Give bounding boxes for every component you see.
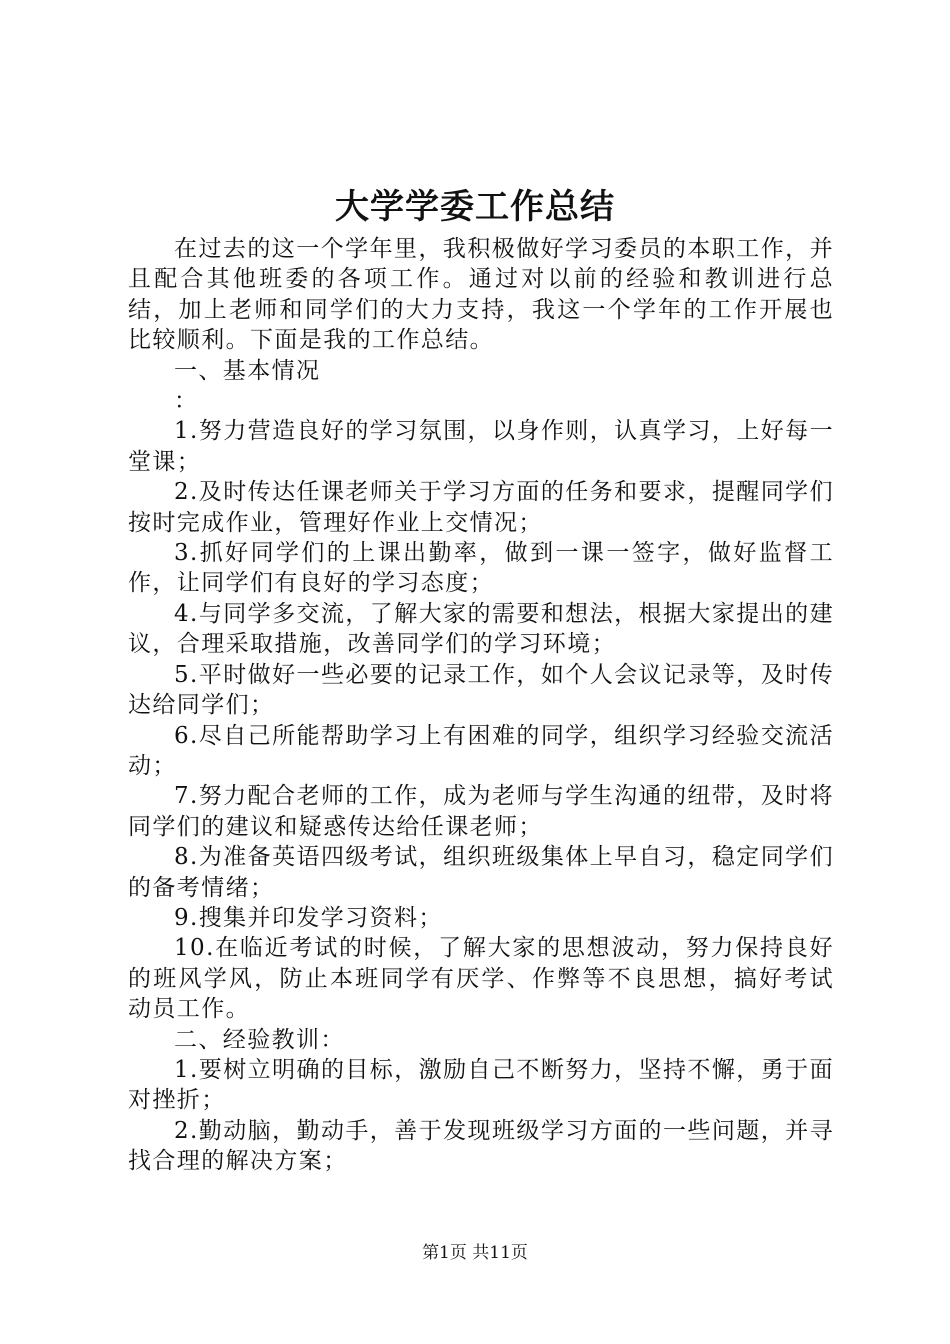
list-item: 2.及时传达任课老师关于学习方面的任务和要求，提醒同学们按时完成作业，管理好作业上交情况；: [128, 479, 834, 536]
list-item: 10.在临近考试的时候，了解大家的思想波动，努力保持良好的班风学风，防止本班同学有厌学、作弊等不良思想，搞好考试动员工作。: [128, 935, 834, 1023]
list-item: 7.努力配合老师的工作，成为老师与学生沟通的纽带，及时将同学们的建议和疑惑传达给任课老师；: [128, 783, 834, 840]
list-item: 6.尽自己所能帮助学习上有困难的同学，组织学习经验交流活动；: [128, 722, 834, 779]
list-item: 5.平时做好一些必要的记录工作，如个人会议记录等，及时传达给同学们；: [128, 661, 834, 719]
page-number-footer: 第1页 共11页: [422, 1243, 528, 1263]
list-item: 1.努力营造良好的学习氛围，以身作则，认真学习，上好每一堂课；: [128, 418, 834, 475]
list-item: 2.勤动脑，勤动手，善于发现班级学习方面的一些问题，并寻找合理的解决方案；: [128, 1117, 834, 1175]
list-item: 9.搜集并印发学习资料；: [174, 904, 443, 931]
list-item: 4.与同学多交流，了解大家的需要和想法，根据大家提出的建议，合理采取措施，改善同学们的学习环境；: [128, 600, 834, 658]
list-item: 3.抓好同学们的上课出勤率，做到一课一签字，做好监督工作，让同学们有良好的学习态度；: [128, 540, 834, 597]
document-body: [128, 234, 834, 1177]
document-title: 大学学委工作总结: [335, 187, 615, 227]
list-item: 1.要树立明确的目标，激励自己不断努力，坚持不懈，勇于面对挫折；: [128, 1056, 834, 1114]
paragraph-intro: 在过去的这一个学年里，我积极做好学习委员的本职工作，并且配合其他班委的各项工作。通过对以前的经验和教训进行总结，加上老师和同学们的大力支持，我这一个学年的工作开展也比较顺利。下面是我的工作总结。: [128, 236, 834, 354]
section-heading-lessons: 二、经验教训：: [174, 1026, 345, 1053]
section-heading-basic: 一、基本情况: [174, 357, 321, 384]
list-item: 8.为准备英语四级考试，组织班级集体上早自习，稳定同学们的备考情绪；: [128, 844, 834, 901]
paragraph-colon: ：: [174, 388, 199, 415]
